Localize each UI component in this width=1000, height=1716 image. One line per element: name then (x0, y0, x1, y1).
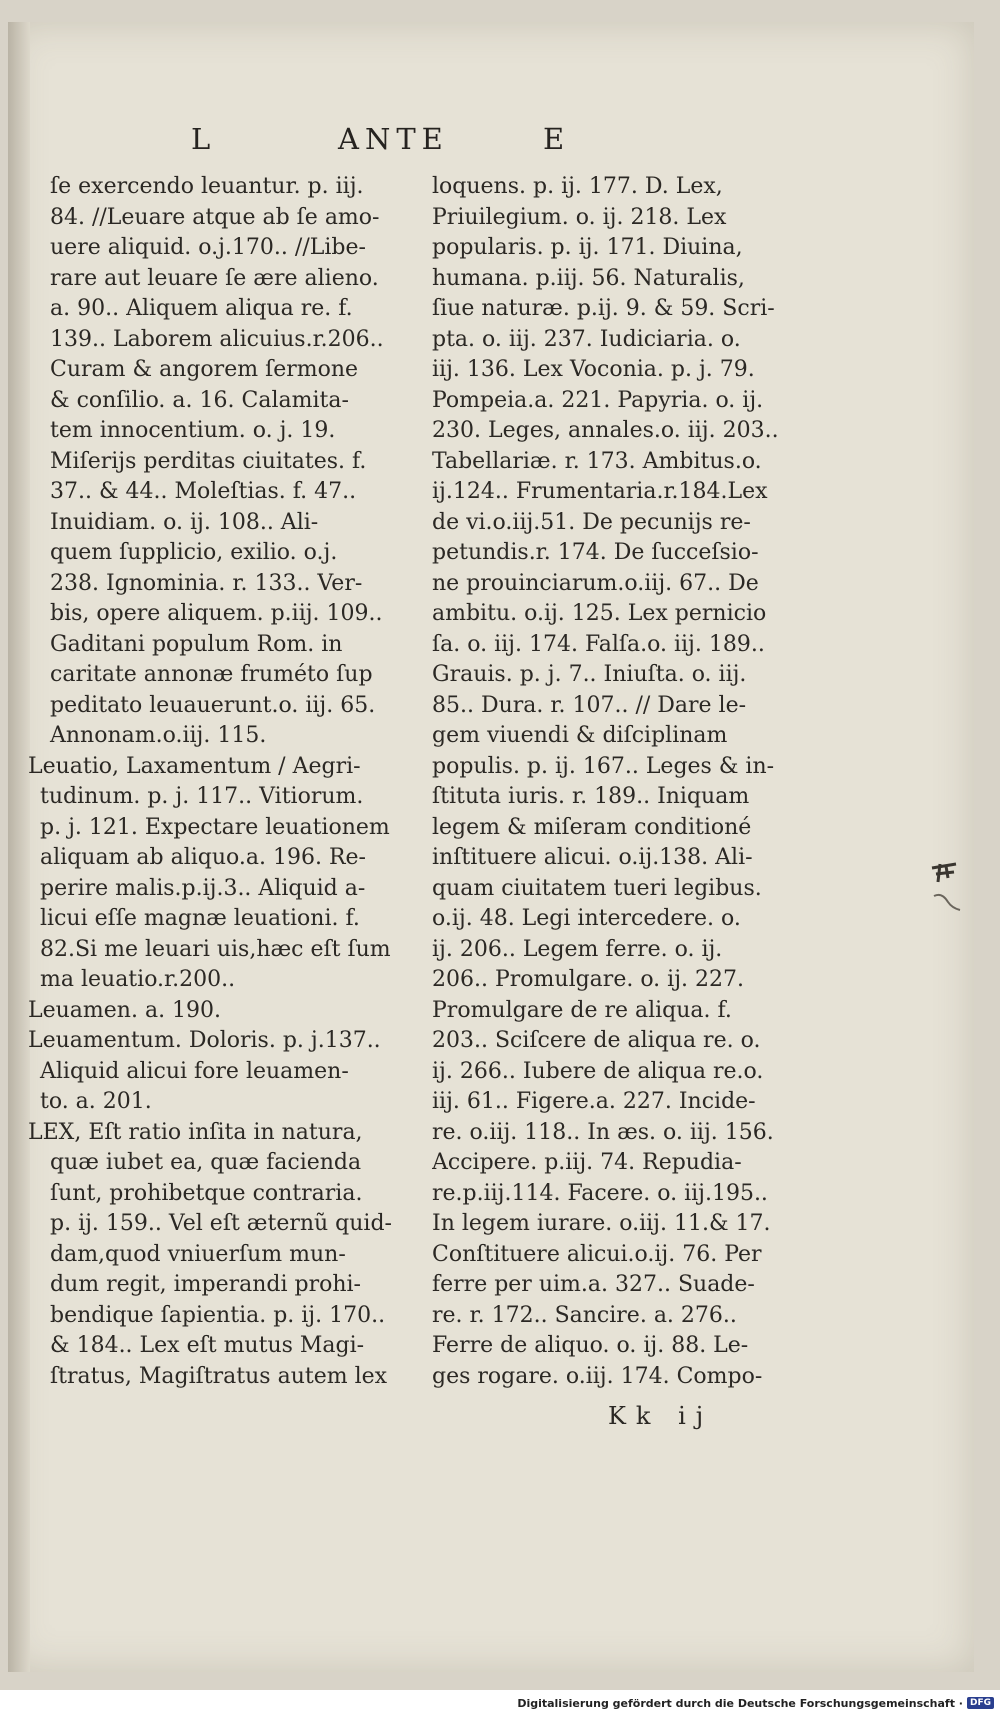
text-line: Accipere. p.iij. 74. Repudia- (432, 1150, 742, 1175)
footer-text: Digitalisierung gefördert durch die Deutsche Forschungsgemeinschaft · (517, 1696, 963, 1710)
text-line: ſunt, prohibetque contraria. (50, 1180, 363, 1206)
entry-leuamentum: Leuamentum. Doloris. p. j.137.. (28, 1028, 381, 1053)
header-letter: L (191, 122, 217, 156)
text-line: iij. 136. Lex Voconia. p. j. 79. (432, 357, 755, 382)
text-line: uere aliquid. o.j.170.. //Libe- (50, 235, 366, 260)
text-line: loquens. p. ij. 177. D. Lex, (432, 174, 723, 199)
header-word-ante: ANTE (338, 122, 449, 156)
header-letter-e: E (543, 122, 571, 156)
text-line: gem viuendi & diſciplinam (432, 723, 728, 748)
right-column (432, 172, 792, 1392)
text-line: to. a. 201. (40, 1089, 152, 1114)
text-line: ſa. o. iij. 174. Falſa.o. iij. 189.. (432, 631, 765, 657)
text-line: ges rogare. o.iij. 174. Compo- (432, 1363, 763, 1389)
text-line: ſtituta iuris. r. 189.. Iniquam (432, 784, 750, 809)
text-line: quam ciuitatem tueri legibus. (432, 875, 762, 901)
text-line: bendique ſapientia. p. ij. 170.. (50, 1302, 386, 1328)
digitization-footer (517, 1694, 994, 1712)
text-line: Aliquid alicui fore leuamen- (40, 1058, 349, 1084)
text-line: a. 90.. Aliquem aliqua re. f. (50, 296, 353, 321)
text-line: 230. Leges, annales.o. iij. 203.. (432, 418, 779, 443)
text-line: caritate annonæ fruméto ſup (50, 662, 373, 687)
text-line: bis, opere aliquem. p.iij. 109.. (50, 601, 383, 626)
text-line: Tabellariæ. r. 173. Ambitus.o. (432, 448, 762, 474)
text-line: Inuidiam. o. ij. 108.. Ali- (50, 509, 319, 535)
text-line: Ferre de aliquo. o. ij. 88. Le- (432, 1333, 749, 1358)
text-line: Priuilegium. o. ij. 218. Lex (432, 204, 727, 230)
text-line: popularis. p. ij. 171. Diuina, (432, 235, 743, 260)
text-line: 84. //Leuare atque ab ſe amo- (50, 204, 380, 230)
text-line: humana. p.iij. 56. Naturalis, (432, 265, 745, 291)
text-line: quæ iubet ea, quæ facienda (50, 1150, 362, 1175)
text-line: & 184.. Lex eſt mutus Magi- (50, 1333, 365, 1358)
text-line: ij. 266.. Iubere de aliqua re.o. (432, 1058, 764, 1084)
text-line: Grauis. p. j. 7.. Iniuſta. o. iij. (432, 662, 747, 687)
text-line: 139.. Laborem alicuius.r.206.. (50, 326, 384, 352)
entry-lex: LEX, Eſt ratio inſita in natura, (28, 1119, 363, 1145)
text-line: aliquam ab aliquo.a. 196. Re- (40, 845, 366, 870)
text-line: Curam & angorem ſermone (50, 357, 359, 382)
running-header (8, 122, 974, 162)
marginal-ink-mark (926, 852, 966, 922)
entry-leuamen: Leuamen. a. 190. (28, 997, 222, 1023)
text-line: tudinum. p. j. 117.. Vitiorum. (40, 784, 364, 809)
text-line: licui eſſe magnæ leuationi. f. (40, 906, 360, 931)
text-line: ma leuatio.r.200.. (40, 967, 236, 992)
text-line: & conſilio. a. 16. Calamita- (50, 387, 349, 413)
text-line: quem ſupplicio, exilio. o.j. (50, 540, 338, 565)
text-line: Annonam.o.iij. 115. (50, 723, 267, 748)
book-page (8, 22, 974, 1672)
text-line: Promulgare de re aliqua. f. (432, 997, 732, 1023)
binding-edge (8, 22, 30, 1672)
text-line: dam,quod vniuerſum mun- (50, 1241, 346, 1267)
text-line: re. o.iij. 118.. In æs. o. iij. 156. (432, 1119, 774, 1145)
left-column (28, 172, 413, 1392)
text-line: ſe exercendo leuantur. p. iij. (50, 174, 364, 199)
text-line: petundis.r. 174. De ſucceſsio- (432, 540, 759, 565)
text-line: 85.. Dura. r. 107.. // Dare le- (432, 692, 747, 718)
text-line: 203.. Sciſcere de aliqua re. o. (432, 1028, 761, 1053)
text-line: dum regit, imperandi prohi- (50, 1272, 361, 1297)
text-line: tem innocentium. o. j. 19. (50, 418, 336, 443)
dfg-logo-icon: DFG (967, 1697, 994, 1709)
text-line: Gaditani populum Rom. in (50, 631, 343, 657)
text-line: re. r. 172.. Sancire. a. 276.. (432, 1302, 737, 1328)
text-line: de vi.o.iij.51. De pecunijs re- (432, 509, 751, 535)
text-line: 82.Si me leuari uis,hæc eſt ſum (40, 936, 391, 962)
text-line: rare aut leuare ſe ære alieno. (50, 265, 379, 291)
text-line: inſtituere alicui. o.ij.138. Ali- (432, 845, 753, 870)
text-line: ambitu. o.ij. 125. Lex pernicio (432, 601, 767, 626)
text-line: populis. p. ij. 167.. Leges & in- (432, 753, 775, 779)
text-line: ferre per uim.a. 327.. Suade- (432, 1272, 755, 1297)
text-line: ſtratus, Magiſtratus autem lex (50, 1363, 388, 1389)
text-line: In legem iurare. o.iij. 11.& 17. (432, 1211, 771, 1236)
text-line: ſiue naturæ. p.ij. 9. & 59. Scri- (432, 296, 775, 321)
text-line: peditato leuauerunt.o. iij. 65. (50, 692, 376, 718)
text-line: 206.. Promulgare. o. ij. 227. (432, 967, 744, 992)
catchword: Kk ij (608, 1402, 714, 1430)
text-line: re.p.iij.114. Facere. o. iij.195.. (432, 1180, 768, 1206)
text-line: 37.. & 44.. Moleſtias. f. 47.. (50, 479, 357, 504)
entry-leuatio: Leuatio, Laxamentum / Aegri- (28, 753, 361, 779)
text-line: Pompeia.a. 221. Papyria. o. ij. (432, 387, 764, 413)
text-line: p. j. 121. Expectare leuationem (40, 814, 390, 840)
text-line: legem & miſeram conditioné (432, 814, 752, 840)
text-line: pta. o. iij. 237. Iudiciaria. o. (432, 326, 741, 352)
text-line: ij.124.. Frumentaria.r.184.Lex (432, 479, 768, 504)
text-line: p. ij. 159.. Vel eſt æternũ quid- (50, 1211, 392, 1236)
text-line: 238. Ignominia. r. 133.. Ver- (50, 570, 363, 596)
text-line: perire malis.p.ij.3.. Aliquid a- (40, 875, 366, 901)
text-line: ij. 206.. Legem ferre. o. ij. (432, 936, 723, 962)
text-line: Conſtituere alicui.o.ij. 76. Per (432, 1241, 762, 1267)
text-line: iij. 61.. Figere.a. 227. Incide- (432, 1089, 756, 1114)
text-line: Miſerijs perditas ciuitates. f. (50, 448, 367, 474)
text-line: o.ij. 48. Legi intercedere. o. (432, 906, 741, 931)
text-line: ne prouinciarum.o.iij. 67.. De (432, 570, 759, 596)
